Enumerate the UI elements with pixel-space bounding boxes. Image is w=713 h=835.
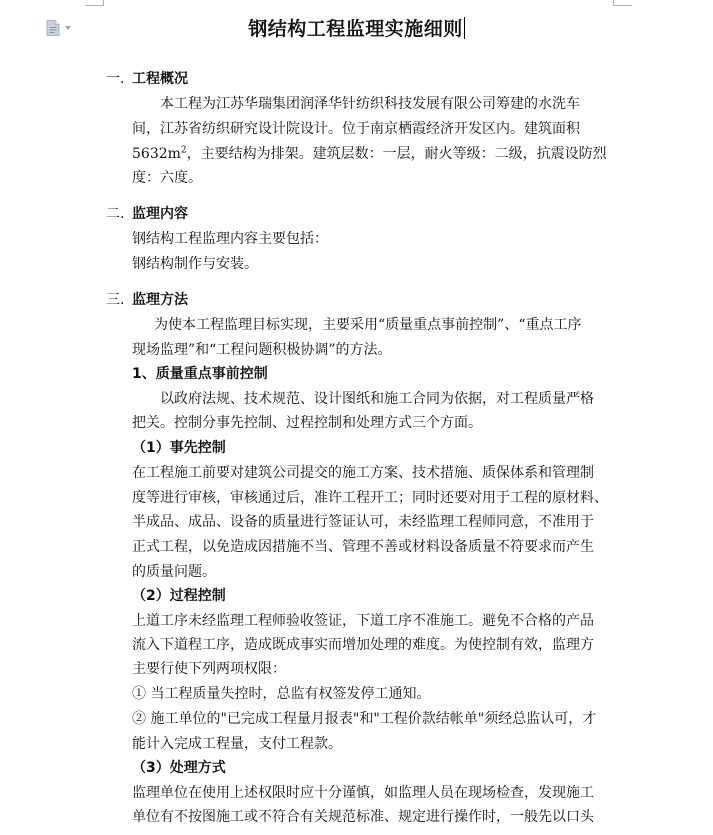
- document-title-text: 钢结构工程监理实施细则: [248, 18, 463, 40]
- paragraph-line: 的质量问题。: [132, 564, 216, 580]
- paragraph-line: 半成品、成品、设备的质量进行签证认可，未经监理工程师同意，不准用于: [132, 514, 594, 530]
- paragraph-line: 现场监理”和“工程问题积极协调”的方法。: [132, 342, 392, 358]
- paragraph-line: 间，江苏省纺织研究设计院设计。位于南京栖霞经济开发区内。建筑面积: [132, 121, 580, 137]
- paragraph-line: 单位有不按图施工或不符合有关规范标准、规定进行操作时，一般先以口头: [132, 809, 594, 825]
- list-item: ① 当工程质量失控时，总监有权签发停工通知。: [132, 686, 431, 702]
- section-heading-2: [106, 204, 188, 224]
- section-number: 一.: [106, 71, 125, 87]
- paragraph-line: 把关。控制分事先控制、过程控制和处理方式三个方面。: [132, 415, 482, 431]
- section-title: 工程概况: [132, 71, 188, 87]
- paragraph-line: [132, 144, 607, 164]
- section-title: 监理方法: [132, 292, 188, 308]
- paragraph-line: 监理单位在使用上述权限时应十分谨慎，如监理人员在现场检查，发现施工: [132, 785, 594, 801]
- paragraph-line: 在工程施工前要对建筑公司提交的施工方案、技术措施、质保体系和管理制: [132, 465, 594, 481]
- document-title: [0, 14, 713, 41]
- area-value: 5632m: [132, 146, 181, 162]
- section-title: 监理内容: [132, 206, 188, 222]
- section-heading-3: [106, 290, 188, 310]
- paragraph-line: 主要行使下列两项权限：: [132, 661, 286, 677]
- paragraph-line: 钢结构工程监理内容主要包括：: [132, 231, 328, 247]
- paragraph-line: 度等进行审核，审核通过后，准许工程开工；同时还要对用于工程的原材料、: [132, 490, 608, 506]
- page-corner-mark-right-h: [614, 5, 632, 6]
- paragraph-line: 能计入完成工程量，支付工程款。: [132, 736, 342, 752]
- paragraph-line: 流入下道程工序，造成既成事实而增加处理的难度。为使控制有效，监理方: [132, 637, 594, 653]
- paragraph-line: 钢结构制作与安装。: [132, 256, 258, 272]
- paragraph-line-rest: ，主要结构为排架。建筑层数：一层，耐火等级：二级，抗震设防烈: [186, 146, 607, 162]
- subsection-heading: 1、质量重点事前控制: [132, 366, 268, 382]
- list-item: ② 施工单位的"已完成工程量月报表"和"工程价款结帐单"须经总监认可，才: [132, 711, 597, 727]
- paragraph-heading: （2）过程控制: [132, 588, 226, 604]
- section-number: 三.: [106, 292, 125, 308]
- area-unit-exponent: 2: [180, 145, 187, 156]
- paragraph-line: 本工程为江苏华瑞集团润泽华针纺织科技发展有限公司筹建的水洗车: [160, 96, 580, 112]
- paragraph-heading: （1）事先控制: [132, 440, 226, 456]
- paragraph-line: 以政府法规、技术规范、设计图纸和施工合同为依据，对工程质量严格: [160, 391, 594, 407]
- page-corner-mark-left-v: [103, 0, 104, 6]
- paragraph-heading: （3）处理方式: [132, 760, 226, 776]
- page-corner-mark-left-h: [85, 5, 103, 6]
- paragraph-line: 正式工程，以免造成因措施不当、管理不善或材料设备质量不符要求而产生: [132, 539, 594, 555]
- section-number: 二.: [106, 206, 125, 222]
- paragraph-line: 上道工序未经监理工程师验收签证，下道工序不准施工。避免不合格的产品: [132, 613, 594, 629]
- section-heading-1: [106, 69, 188, 89]
- paragraph-line: 度：六度。: [132, 170, 202, 186]
- paragraph-line: 为使本工程监理目标实现，主要采用“质量重点事前控制”、“重点工序: [154, 317, 582, 333]
- text-cursor: [464, 17, 465, 39]
